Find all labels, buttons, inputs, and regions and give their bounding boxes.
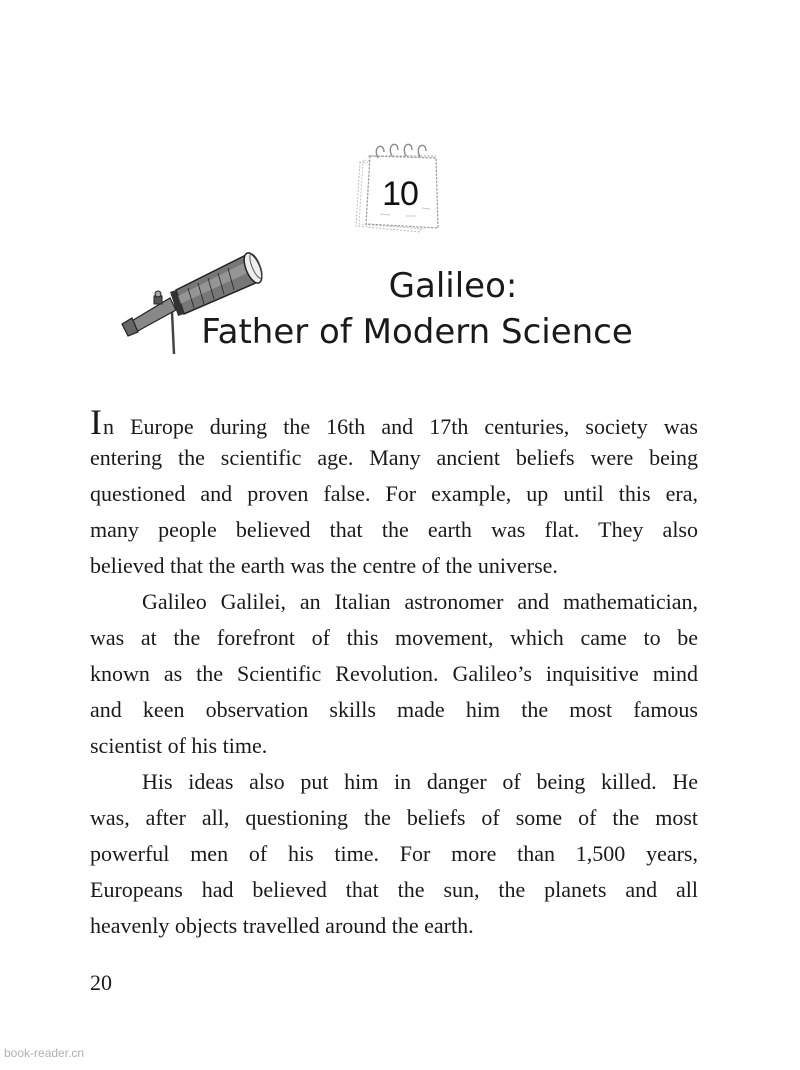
- text-line: In Europe during the 16th and 17th centuries, society was: [90, 402, 698, 442]
- chapter-badge: [350, 138, 446, 236]
- text-line: powerful men of his time. For more than 1,500 years,: [90, 841, 698, 866]
- drop-cap: I: [90, 402, 102, 442]
- chapter-title-line-1: Galileo:: [388, 266, 518, 306]
- text-line: Europeans had believed that the sun, the planets and all: [90, 877, 698, 902]
- chapter-title-line-2: Father of Modern Science: [201, 312, 633, 352]
- text-line: questioned and proven false. For example, up until this era,: [90, 481, 698, 506]
- text-line: was at the forefront of this movement, which came to be: [90, 625, 698, 650]
- watermark: book-reader.cn: [4, 1046, 85, 1060]
- chapter-number: 10: [382, 175, 418, 213]
- text-line: Galileo Galilei, an Italian astronomer and mathematician,: [142, 589, 698, 614]
- text-line: was, after all, questioning the beliefs of some of the most: [90, 805, 698, 830]
- text-line: many people believed that the earth was flat. They also: [90, 517, 698, 542]
- text-line: scientist of his time.: [90, 733, 268, 758]
- text-line: heavenly objects travelled around the earth.: [90, 913, 474, 938]
- text-line: entering the scientific age. Many ancient beliefs were being: [90, 445, 698, 470]
- text-line: His ideas also put him in danger of being killed. He: [142, 769, 698, 794]
- text-line: known as the Scientific Revolution. Galileo’s inquisitive mind: [90, 661, 698, 686]
- text-line: believed that the earth was the centre of the universe.: [90, 553, 558, 578]
- page-number: 20: [90, 970, 112, 995]
- text-line: and keen observation skills made him the most famous: [90, 697, 698, 722]
